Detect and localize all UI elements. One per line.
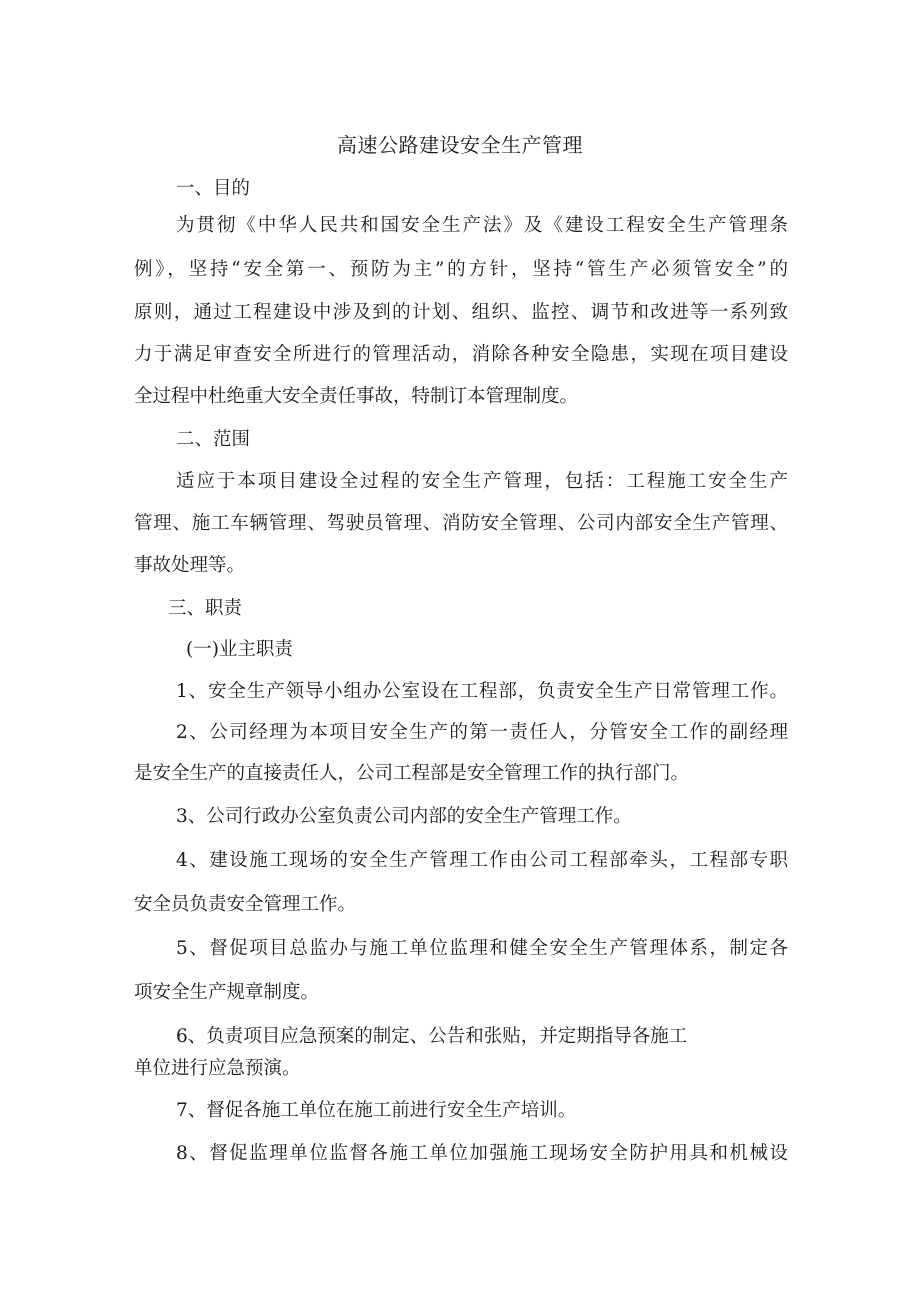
paragraph-line: 为贯彻《中华人民共和国安全生产法》及《建设工程安全生产管理条 <box>176 215 788 236</box>
paragraph-line: 4、建设施工现场的安全生产管理工作由公司工程部牵头，工程部专职 <box>176 850 788 871</box>
paragraph-line: 适应于本项目建设全过程的安全生产管理，包括：工程施工安全生产 <box>176 471 788 492</box>
section-heading-scope: 二、范围 <box>176 429 251 450</box>
paragraph-line: 7、督促各施工单位在施工前进行安全生产培训。 <box>176 1100 577 1121</box>
paragraph-line: 全过程中杜绝重大安全责任事故，特制订本管理制度。 <box>134 386 579 407</box>
paragraph-line: 项安全生产规章制度。 <box>134 982 320 1003</box>
section-heading-purpose: 一、目的 <box>176 178 251 199</box>
paragraph-line: 力于满足审查安全所进行的管理活动，消除各种安全隐患，实现在项目建设 <box>134 344 788 365</box>
paragraph-line: 是安全生产的直接责任人，公司工程部是安全管理工作的执行部门。 <box>134 763 690 784</box>
paragraph-line: 2、公司经理为本项目安全生产的第一责任人，分管安全工作的副经理 <box>176 722 788 743</box>
paragraph-line: 安全员负责安全管理工作。 <box>134 894 357 915</box>
paragraph-line: 3、公司行政办公室负责公司内部的安全生产管理工作。 <box>176 806 632 827</box>
paragraph-line: 1、安全生产领导小组办公室设在工程部，负责安全生产日常管理工作。 <box>176 681 788 702</box>
paragraph-line: 单位进行应急预演。 <box>134 1058 301 1079</box>
section-heading-duties: 三、职责 <box>168 598 243 619</box>
paragraph-line: 管理、施工车辆管理、驾驶员管理、消防安全管理、公司内部安全生产管理、 <box>134 513 788 534</box>
document-title: 高速公路建设安全生产管理 <box>337 133 583 157</box>
paragraph-line: 5、督促项目总监办与施工单位监理和健全安全生产管理体系，制定各 <box>176 938 788 959</box>
paragraph-line: 原则，通过工程建设中涉及到的计划、组织、监控、调节和改进等一系列致 <box>134 302 788 323</box>
paragraph-line: 例》，坚持“安全第一、预防为主”的方针，坚持“管生产必须管安全”的 <box>134 259 788 280</box>
paragraph-line: 6、负责项目应急预案的制定、公告和张贴，并定期指导各施工 <box>176 1026 688 1047</box>
paragraph-line: 8、督促监理单位监督各施工单位加强施工现场安全防护用具和机械设 <box>176 1143 788 1164</box>
paragraph-line: 事故处理等。 <box>134 555 246 576</box>
subsection-heading-owner-duties: (一)业主职责 <box>186 639 293 660</box>
